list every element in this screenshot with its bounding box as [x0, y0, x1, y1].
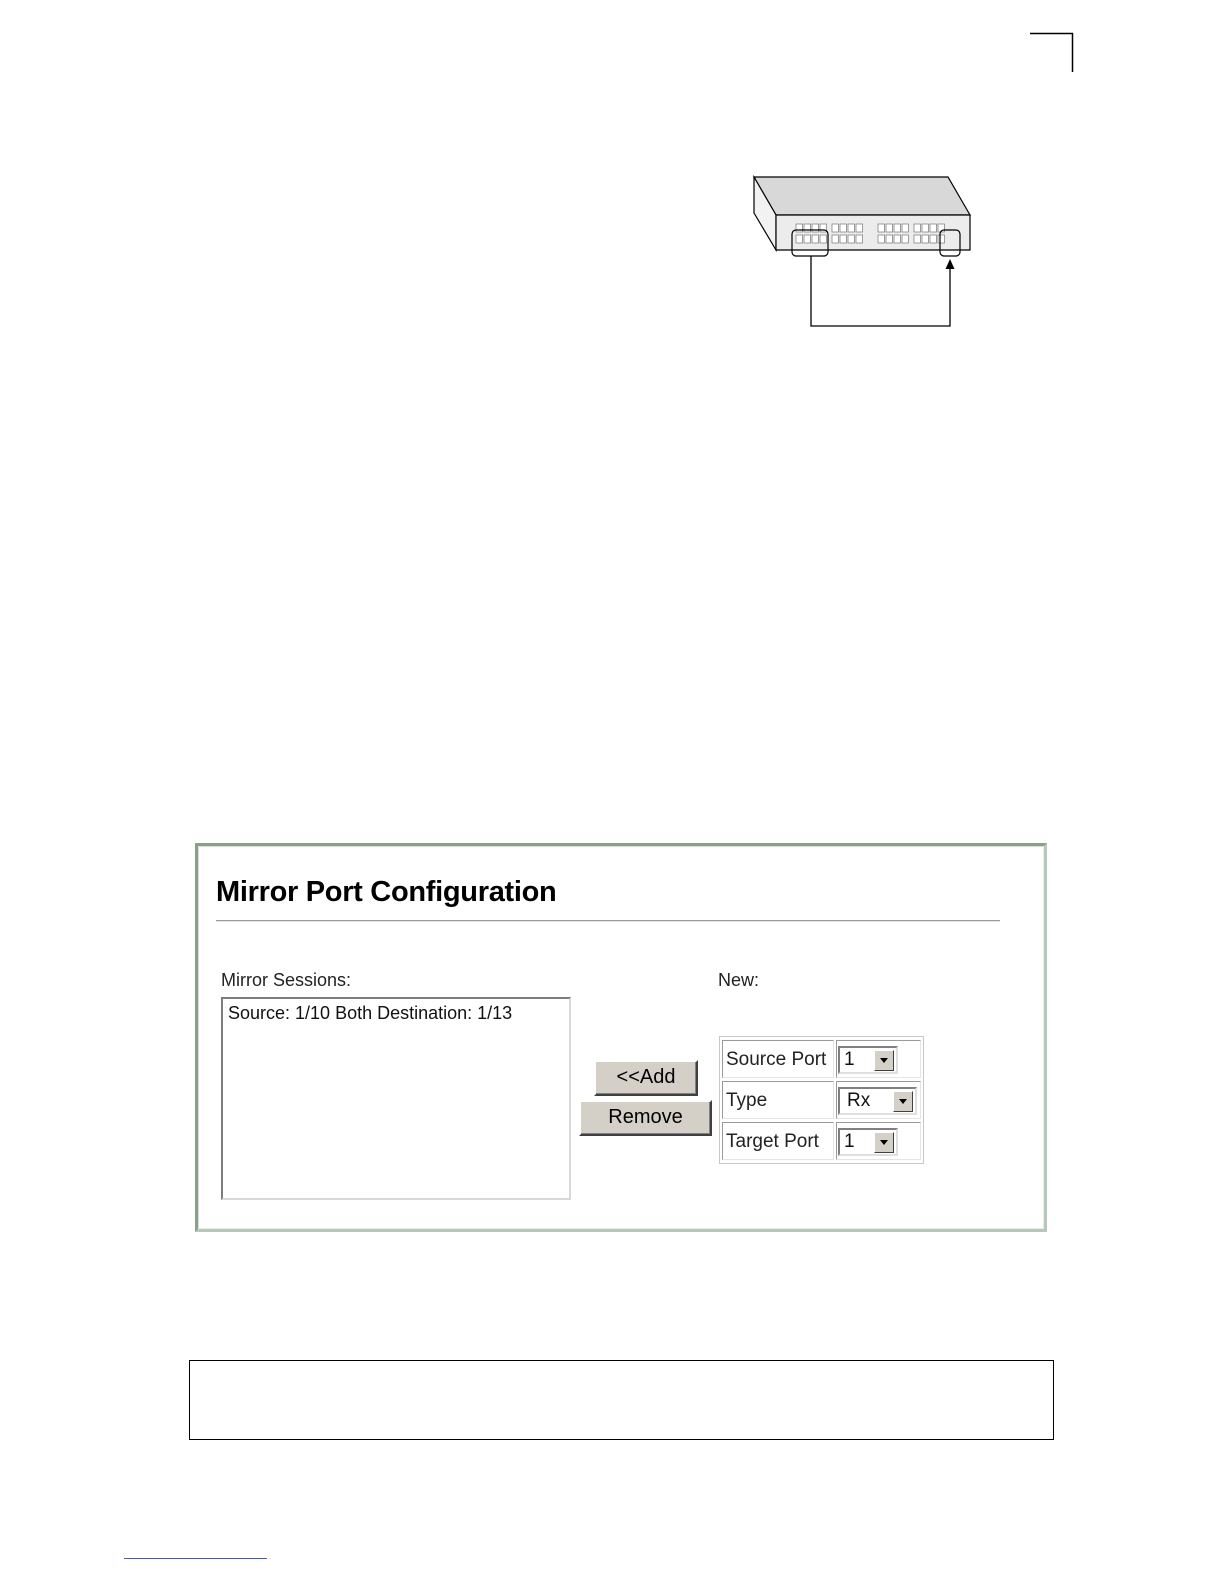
- source-port-select[interactable]: [838, 1046, 898, 1074]
- switch-port: [922, 235, 929, 243]
- source-port-value: 1: [844, 1049, 855, 1070]
- type-value: Rx: [847, 1090, 871, 1111]
- switch-port: [930, 235, 937, 243]
- switch-port: [914, 235, 921, 243]
- mirror-session-item[interactable]: Source: 1/10 Both Destination: 1/13: [228, 1003, 513, 1023]
- target-port-label: Target Port: [726, 1131, 819, 1152]
- mirror-sessions-listbox[interactable]: [221, 997, 571, 1200]
- switch-port: [902, 235, 909, 243]
- switch-port: [840, 235, 847, 243]
- arrow-head-icon: [946, 259, 955, 269]
- chevron-down-icon[interactable]: [874, 1132, 894, 1153]
- switch-port: [938, 235, 945, 243]
- target-port-select-cell: [836, 1122, 921, 1160]
- switch-port: [914, 224, 921, 232]
- type-select[interactable]: [838, 1087, 917, 1115]
- switch-port: [812, 235, 819, 243]
- type-label-cell: [722, 1081, 834, 1119]
- switch-mirroring-diagram: [752, 175, 974, 331]
- chevron-down-icon[interactable]: [893, 1091, 913, 1112]
- switch-port: [878, 224, 885, 232]
- switch-port: [894, 224, 901, 232]
- footer-link-underline: [124, 1558, 267, 1559]
- switch-port: [804, 224, 811, 232]
- mirror-port-configuration-panel: [195, 843, 1047, 1232]
- switch-port: [796, 235, 803, 243]
- switch-port: [820, 235, 827, 243]
- new-session-form-table: [719, 1036, 924, 1164]
- type-select-cell: [836, 1081, 921, 1119]
- switch-port: [796, 224, 803, 232]
- switch-port: [856, 224, 863, 232]
- switch-port: [930, 224, 937, 232]
- add-button[interactable]: <<Add: [594, 1060, 698, 1096]
- switch-port: [902, 224, 909, 232]
- switch-port: [832, 235, 839, 243]
- switch-port: [886, 235, 893, 243]
- switch-port: [848, 235, 855, 243]
- new-session-label: New:: [718, 970, 760, 990]
- switch-port: [922, 224, 929, 232]
- switch-port: [878, 235, 885, 243]
- title-divider: [216, 920, 1000, 922]
- page-title: Mirror Port Configuration: [216, 876, 557, 908]
- source-port-label: Source Port: [726, 1049, 827, 1070]
- switch-port: [840, 224, 847, 232]
- target-port-value: 1: [844, 1131, 855, 1152]
- target-port-label-cell: [722, 1122, 834, 1160]
- switch-port: [856, 235, 863, 243]
- remove-button[interactable]: Remove: [579, 1100, 712, 1136]
- source-port-label-cell: [722, 1040, 834, 1078]
- chevron-down-icon[interactable]: [874, 1050, 894, 1071]
- note-box: [189, 1360, 1054, 1440]
- target-port-select[interactable]: [838, 1128, 898, 1156]
- source-port-select-cell: [836, 1040, 921, 1078]
- corner-crop-mark: [1030, 32, 1074, 72]
- switch-port: [804, 235, 811, 243]
- switch-port: [812, 224, 819, 232]
- mirror-connection-line: [811, 256, 950, 326]
- switch-port: [886, 224, 893, 232]
- switch-port: [832, 224, 839, 232]
- mirror-sessions-label: Mirror Sessions:: [221, 970, 352, 990]
- type-label: Type: [726, 1090, 768, 1111]
- switch-port: [848, 224, 855, 232]
- switch-port: [894, 235, 901, 243]
